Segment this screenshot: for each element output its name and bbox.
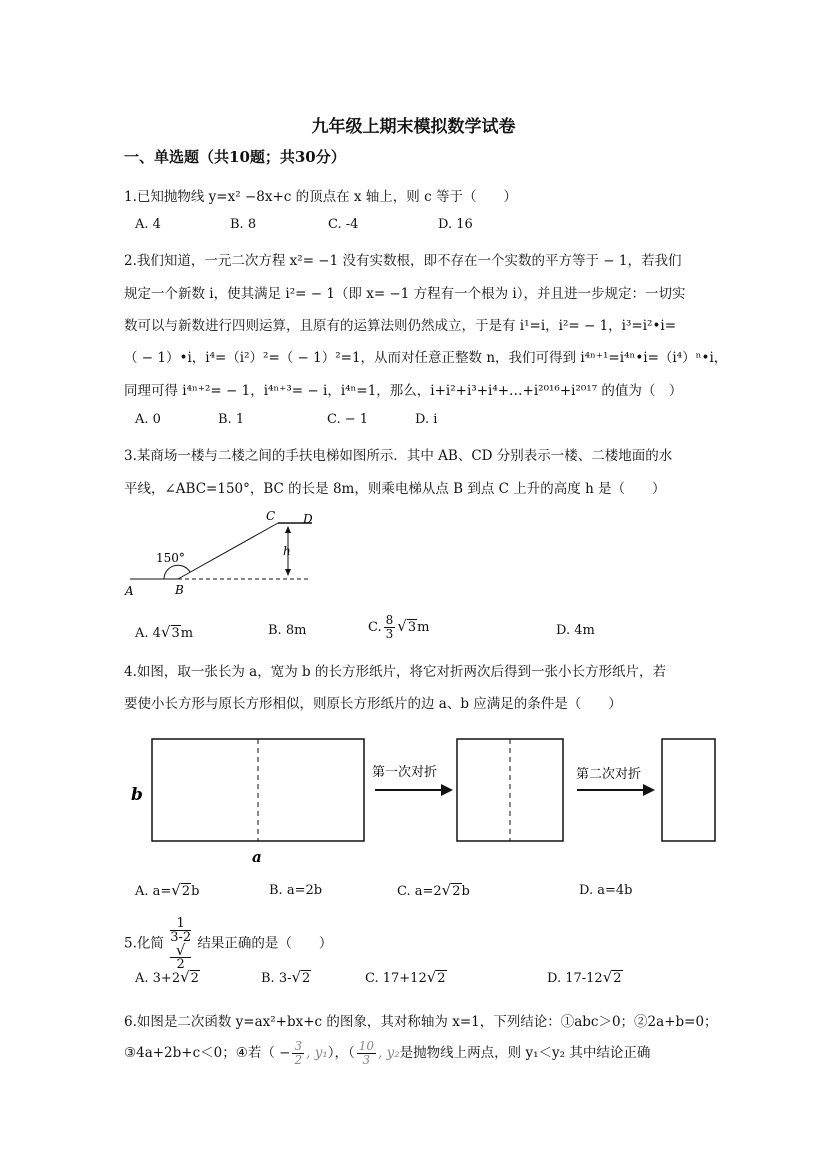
q5-option-c-radicand: 2: [437, 971, 446, 986]
q6-line-2: [124, 1040, 650, 1067]
q5-option-c[interactable]: [365, 968, 447, 986]
sqrt-icon: √3: [397, 617, 417, 635]
label-d: D: [303, 512, 313, 526]
q3-option-b[interactable]: B. 8m: [268, 623, 307, 638]
q4-option-d[interactable]: D. a=4b: [579, 883, 633, 898]
fold-1-label: 第一次对折: [372, 765, 438, 780]
q6-y1: , y₁: [306, 1045, 328, 1061]
sqrt-icon: √2: [291, 968, 311, 986]
q4-option-a-prefix: A. a=: [135, 884, 172, 899]
q4-line-1: 4.如图，取一张长为 a，宽为 b 的长方形纸片，将它对折两次后得到一张小长方形纸片，若: [124, 664, 666, 680]
sqrt-icon: √3: [160, 623, 180, 641]
q5-question: [124, 917, 332, 971]
q2-option-a[interactable]: A. 0: [135, 412, 161, 427]
fraction: [170, 917, 191, 971]
denominator-radicand: 2: [170, 957, 191, 971]
page-title: 九年级上期末模拟数学试卷: [311, 117, 516, 137]
q6-line-2a: ③4a+2b+c＜0；④若（ −: [124, 1045, 291, 1061]
label-h: h: [283, 544, 291, 558]
q1-text: 1.已知抛物线 y=x² −8x+c 的顶点在 x 轴上，则 c 等于（ ）: [124, 189, 517, 205]
q2-line-4: （ − 1）•i，i⁴=（i²）²=（ − 1）²=1，从而对任意正整数 n，我们可得到 i⁴ⁿ⁺¹=i⁴ⁿ•i=（i⁴）ⁿ•i，: [124, 350, 728, 366]
q5-option-b-prefix: B. 3-: [261, 971, 292, 986]
q4-option-a[interactable]: [135, 881, 199, 899]
section-heading: 一、单选题（共10题；共30分）: [124, 148, 346, 166]
arrow-right-icon: [643, 784, 655, 796]
q2-option-d[interactable]: D. i: [415, 412, 438, 427]
q2-line-3: 数可以与新数进行四则运算，且原有的运算法则仍然成立，于是有 i¹=i，i²= − 1，i³=i²•i=: [124, 318, 677, 334]
q5-option-d[interactable]: [547, 968, 623, 986]
fraction-denominator: 3: [385, 627, 394, 641]
fold-2-label: 第二次对折: [576, 767, 642, 782]
q1-option-c[interactable]: C. -4: [328, 217, 359, 232]
q3-option-c-unit: m: [417, 620, 430, 635]
label-a: A: [125, 584, 134, 598]
q3-line-1: 3.某商场一楼与二楼之间的手扶电梯如图所示．其中 AB、CD 分别表示一楼、二楼地面的水: [124, 448, 673, 464]
label-b: B: [175, 583, 184, 597]
q4-option-b[interactable]: B. a=2b: [269, 883, 323, 898]
sqrt-icon: √2: [441, 881, 461, 899]
q4-option-a-suffix: b: [191, 884, 200, 899]
q6-line-2b: ），（: [327, 1045, 355, 1061]
q5-option-a-prefix: A. 3+2: [135, 971, 181, 986]
sqrt-icon: √2: [602, 968, 622, 986]
fraction-numerator: 1: [170, 917, 191, 931]
sqrt-icon: √ 2: [170, 944, 191, 971]
y2-symbol: y₂: [386, 1045, 400, 1061]
q5-option-b-radicand: 2: [302, 971, 311, 986]
fraction: [292, 1040, 304, 1067]
q2-line-1: 2.我们知道，一元二次方程 x²= −1 没有实数根，即不存在一个实数的平方等于 − 1，若我们: [124, 253, 682, 269]
q6-line-2c: 是抛物线上两点，则 y₁＜y₂ 其中结论正确: [399, 1045, 651, 1061]
line-bc: [178, 523, 278, 579]
q3-option-c-radicand: 3: [407, 620, 417, 635]
q3-option-a-prefix: A. 4: [135, 626, 161, 641]
q1-option-d[interactable]: D. 16: [438, 217, 473, 232]
sqrt-icon: √2: [180, 968, 199, 986]
q6-line-1: 6.如图是二次函数 y=ax²+bx+c 的图象，其对称轴为 x=1，下列结论：①abc＞0；②2a+b=0；: [124, 1014, 718, 1030]
arrow-up-icon: [285, 526, 291, 533]
q3-option-d[interactable]: D. 4m: [556, 623, 595, 638]
label-b: b: [131, 785, 143, 805]
q2-option-c[interactable]: C. − 1: [327, 412, 369, 427]
original-rectangle: [152, 739, 364, 841]
q5-option-c-prefix: C. 17+12: [365, 971, 427, 986]
sqrt-icon: √2: [171, 881, 191, 899]
quarter-rectangle: [662, 739, 715, 841]
q5-option-d-prefix: D. 17-12: [547, 971, 603, 986]
q2-line-5: 同理可得 i⁴ⁿ⁺²= − 1，i⁴ⁿ⁺³= − i，i⁴ⁿ=1，那么，i+i²+i³+i⁴+…+i²⁰¹⁶+i²⁰¹⁷ 的值为（ ）: [124, 383, 683, 399]
q5-option-d-radicand: 2: [613, 971, 622, 986]
q3-option-a[interactable]: [135, 623, 193, 641]
y1-symbol: y₁: [314, 1045, 328, 1061]
angle-arc: [164, 565, 190, 579]
q2-line-2: 规定一个新数 i，使其满足 i²= − 1（即 x= −1 方程有一个根为 i），并且进一步规定：一切实: [124, 286, 686, 302]
q5-option-b[interactable]: [261, 968, 311, 986]
label-c: C: [266, 509, 276, 523]
fraction-numerator: 10: [358, 1039, 375, 1053]
sqrt-icon: √2: [426, 968, 446, 986]
q4-option-c-radicand: 2: [452, 884, 461, 899]
folding-figure: [125, 730, 725, 862]
denominator-prefix: 3-2: [170, 930, 192, 945]
q3-line-2: 平线，∠ABC=150°，BC 的长是 8m，则乘电梯从点 B 到点 C 上升的高度 h 是（ ）: [124, 481, 666, 497]
q5-option-a-radicand: 2: [190, 971, 199, 986]
fraction-denominator: [170, 931, 191, 971]
q1-option-b[interactable]: B. 8: [230, 217, 257, 232]
q3-option-a-unit: m: [180, 626, 194, 641]
q3-option-a-radicand: 3: [171, 626, 180, 641]
fraction-denominator: 2: [294, 1053, 303, 1067]
half-rectangle: [457, 739, 563, 841]
q3-option-c[interactable]: [368, 614, 429, 641]
q5-prefix: 5.化简: [124, 935, 164, 952]
q3-option-c-prefix: C.: [368, 620, 382, 635]
q5-option-a[interactable]: [135, 968, 200, 986]
q5-suffix: 结果正确的是（ ）: [197, 935, 333, 952]
escalator-figure: [120, 505, 320, 600]
q1-option-a[interactable]: A. 4: [135, 217, 161, 232]
q4-option-c-prefix: C. a=2: [397, 884, 442, 899]
q2-option-b[interactable]: B. 1: [218, 412, 245, 427]
q4-option-a-radicand: 2: [181, 884, 191, 899]
q6-y2: , y₂: [378, 1045, 400, 1061]
fraction: [357, 1040, 376, 1067]
arrow-right-icon: [441, 784, 453, 796]
fraction-numerator: 8: [385, 613, 394, 627]
fraction-denominator: 3: [362, 1053, 371, 1067]
q4-option-c-suffix: b: [461, 884, 470, 899]
fraction-numerator: 3: [294, 1039, 303, 1053]
arrow-down-icon: [285, 569, 291, 576]
q4-option-c[interactable]: [397, 881, 470, 899]
label-a: a: [252, 848, 262, 862]
fraction: [384, 614, 396, 641]
angle-label: 150°: [156, 551, 185, 565]
q4-line-2: 要使小长方形与原长方形相似，则原长方形纸片的边 a、b 应满足的条件是（ ）: [124, 696, 622, 712]
